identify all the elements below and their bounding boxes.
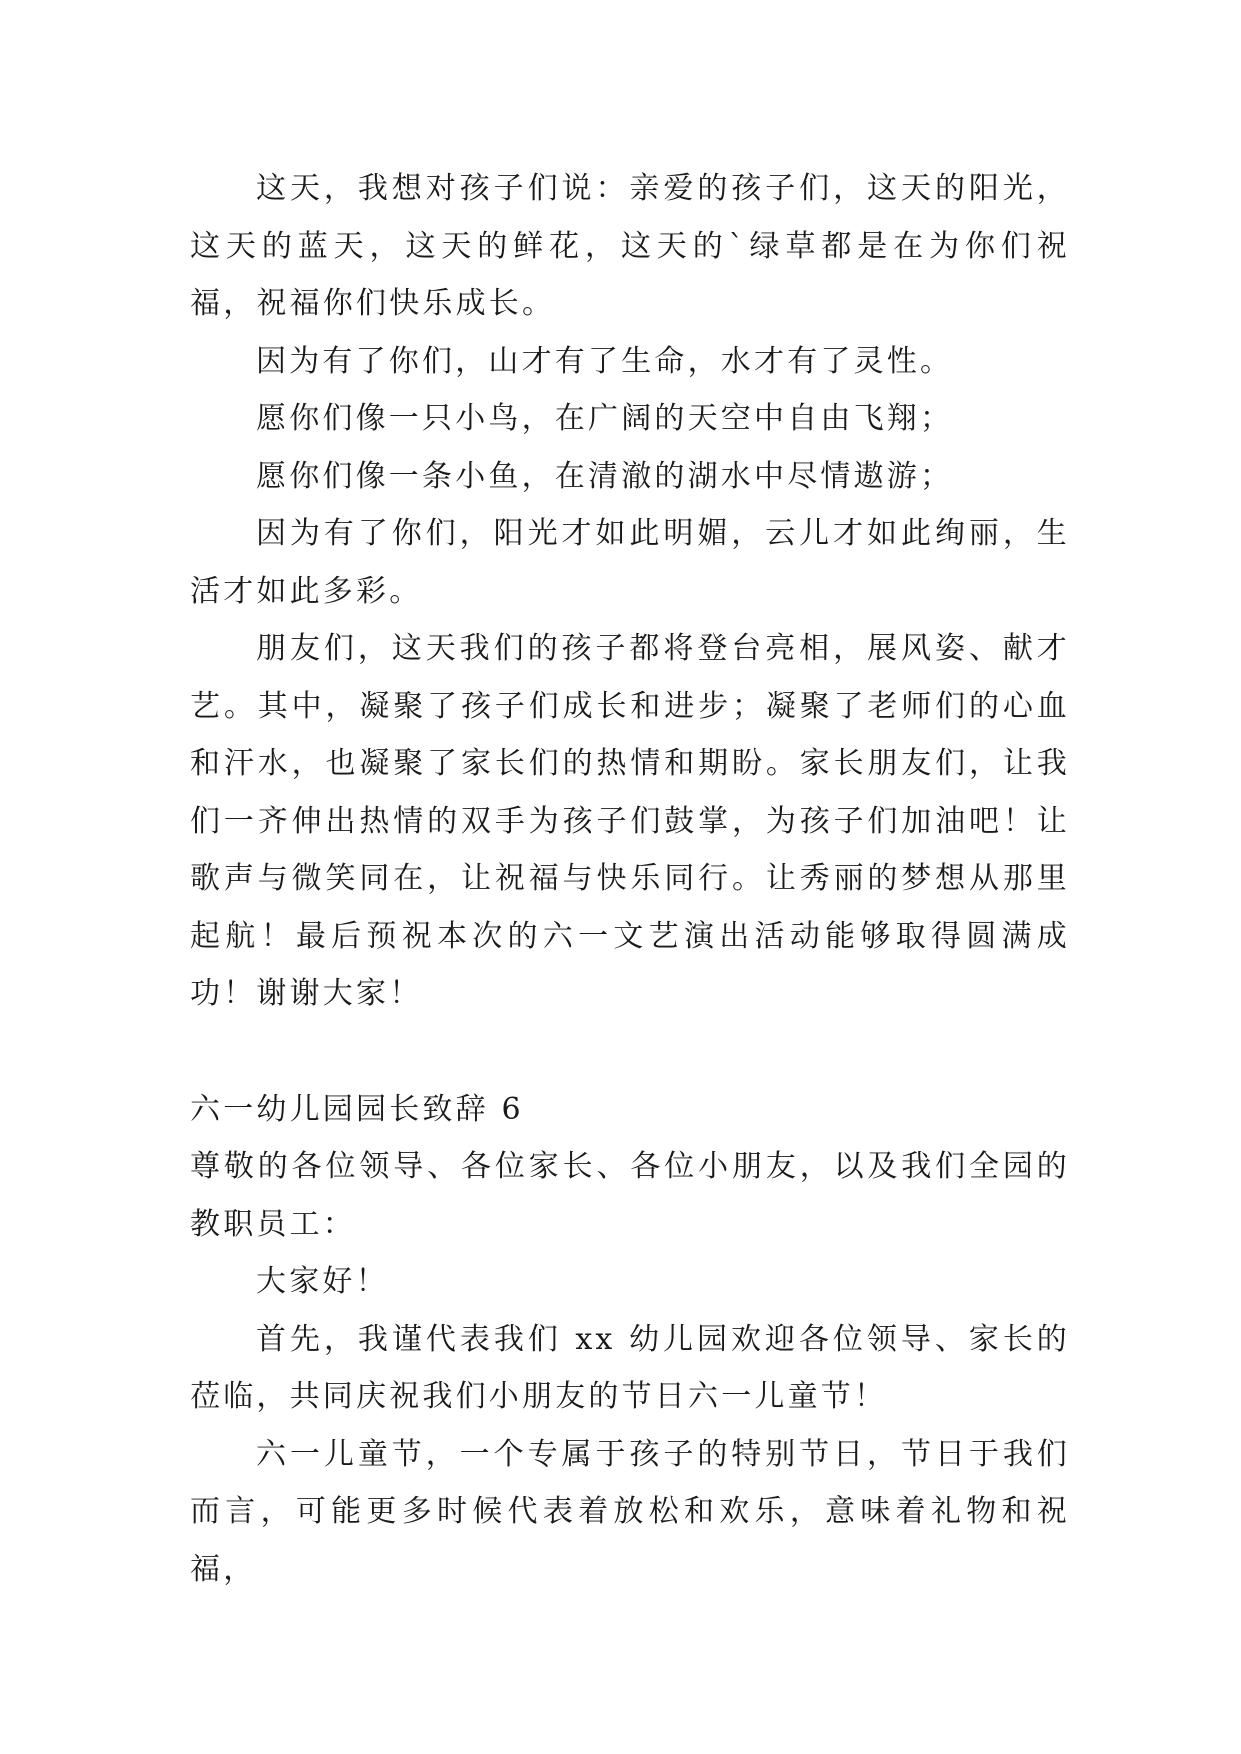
document-body (190, 160, 1070, 1598)
paragraph-blessing: 这天，我想对孩子们说：亲爱的孩子们，这天的阳光，这天的蓝天，这天的鲜花，这天的`绿草都是在为你们祝福，祝福你们快乐成长。 (190, 171, 1070, 321)
paragraph-childrens-day: 六一儿童节，一个专属于孩子的特别节日，节日于我们而言，可能更多时候代表着放松和欢乐，意味着礼物和祝福， (190, 1436, 1070, 1587)
paragraph-bird: 愿你们像一只小鸟，在广阔的天空中自由飞翔； (256, 401, 954, 436)
paragraph-friends: 朋友们，这天我们的孩子都将登台亮相，展风姿、献才艺。其中，凝聚了孩子们成长和进步；凝聚了老师们的心血和汗水，也凝聚了家长们的热情和期盼。家长朋友们，让我们一齐伸出热情的双手为孩子们鼓掌，为孩子们加油吧！让歌声与微笑同在，让祝福与快乐同行。让秀丽的梦想从那里起航！最后预祝本次的六一文艺演出活动能够取得圆满成功！谢谢大家！ (190, 631, 1070, 1011)
paragraph-mountain-water: 因为有了你们，山才有了生命，水才有了灵性。 (256, 343, 954, 379)
salutation: 尊敬的各位领导、各位家长、各位小朋友，以及我们全园的教职员工： (190, 1149, 1070, 1242)
paragraph-fish: 愿你们像一条小鱼，在清澈的湖水中尽情遨游； (256, 458, 954, 494)
paragraph-sunshine: 因为有了你们，阳光才如此明媚，云儿才如此绚丽，生活才如此多彩。 (190, 516, 1070, 609)
paragraph-greeting: 大家好！ (256, 1264, 389, 1299)
section-title: 六一幼儿园园长致辞 6 (190, 1091, 524, 1127)
paragraph-welcome: 首先，我谨代表我们 xx 幼儿园欢迎各位领导、家长的莅临，共同庆祝我们小朋友的节日六一儿童节！ (190, 1321, 1070, 1414)
